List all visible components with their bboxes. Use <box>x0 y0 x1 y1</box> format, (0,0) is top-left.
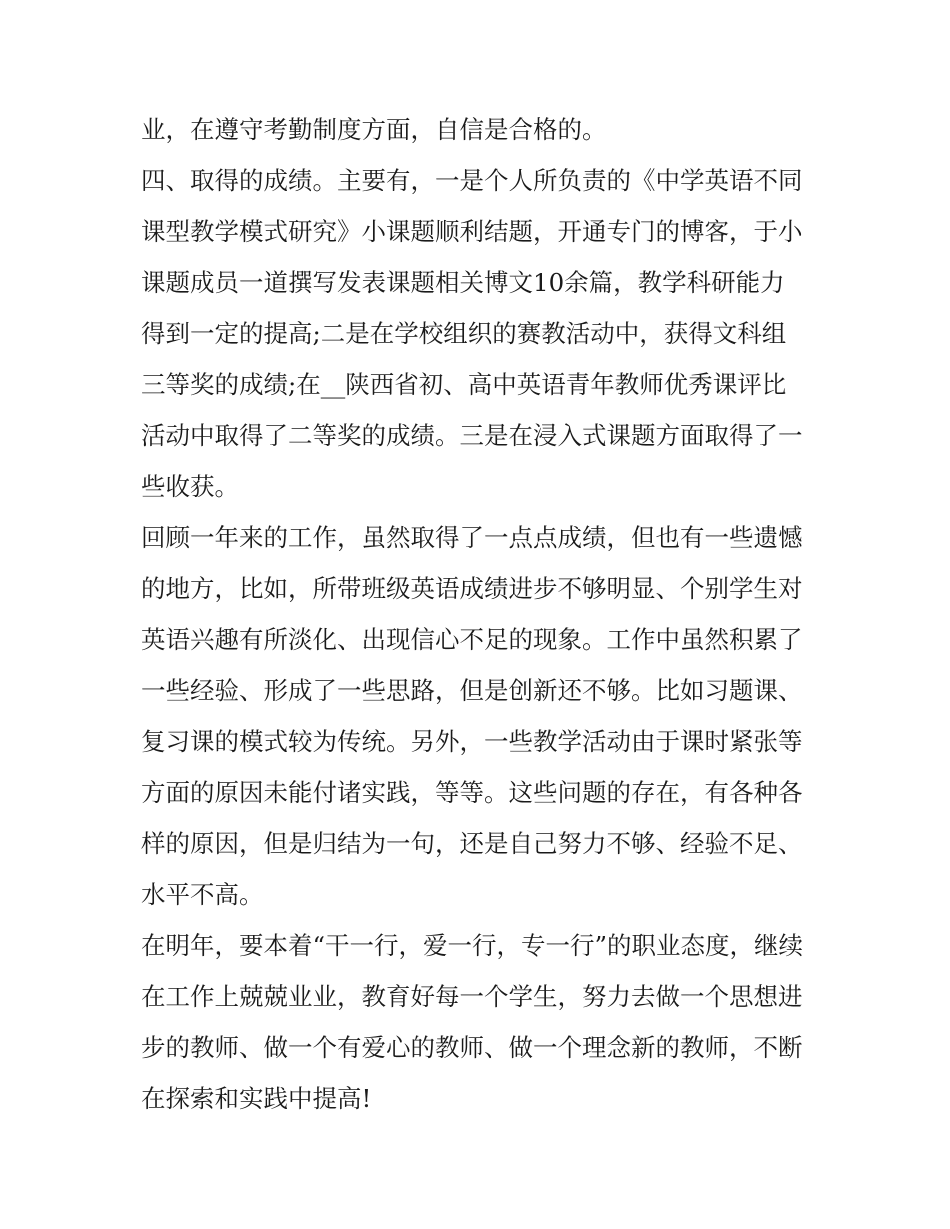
text-line: 业，在遵守考勤制度方面，自信是合格的。 <box>141 115 607 144</box>
text-line: 水平不高。 <box>141 880 264 909</box>
text-line: 在明年，要本着“干一行，爱一行，专一行”的职业态度，继续 <box>141 931 804 960</box>
text-line: 方面的原因未能付诸实践，等等。这些问题的存在，有各种各 <box>141 778 803 807</box>
text-line: 课题成员一道撰写发表课题相关博文10余篇，教学科研能力 <box>141 268 785 297</box>
text-line: 样的原因，但是归结为一句，还是自己努力不够、经验不足、 <box>141 829 803 858</box>
text-line: 的地方，比如，所带班级英语成绩进步不够明显、个别学生对 <box>141 574 803 603</box>
text-line: 课型教学模式研究》小课题顺利结题，开通专门的博客，于小 <box>141 217 803 246</box>
text-line: 在探索和实践中提高! <box>141 1084 372 1113</box>
text-line: 三等奖的成绩;在__陕西省初、高中英语青年教师优秀课评比 <box>141 370 787 399</box>
document-body <box>141 104 821 1124</box>
text-line: 步的教师、做一个有爱心的教师、做一个理念新的教师，不断 <box>141 1033 803 1062</box>
text-line: 一些经验、形成了一些思路，但是创新还不够。比如习题课、 <box>141 676 803 705</box>
text-line: 得到一定的提高;二是在学校组织的赛教活动中，获得文科组 <box>141 319 787 348</box>
text-line: 复习课的模式较为传统。另外，一些教学活动由于课时紧张等 <box>141 727 803 756</box>
text-line: 些收获。 <box>141 472 239 501</box>
text-line: 活动中取得了二等奖的成绩。三是在浸入式课题方面取得了一 <box>141 421 803 450</box>
text-line: 英语兴趣有所淡化、出现信心不足的现象。工作中虽然积累了 <box>141 625 803 654</box>
text-line: 在工作上兢兢业业，教育好每一个学生，努力去做一个思想进 <box>141 982 803 1011</box>
text-line: 四、取得的成绩。主要有，一是个人所负责的《中学英语不同 <box>141 166 803 195</box>
text-line: 回顾一年来的工作，虽然取得了一点点成绩，但也有一些遗憾 <box>141 523 803 552</box>
